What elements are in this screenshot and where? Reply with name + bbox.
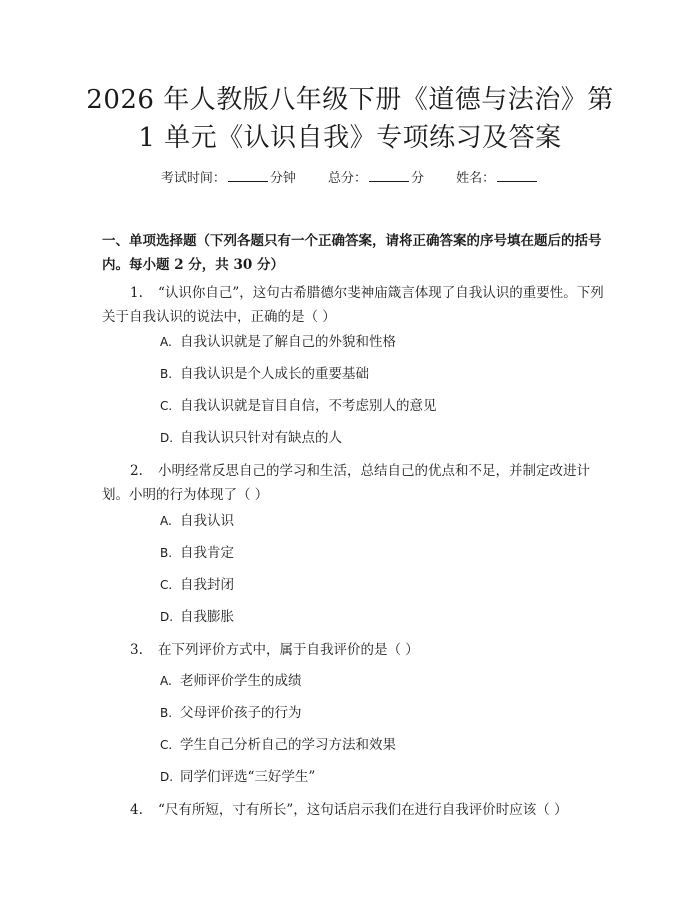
option-text: 自我肯定: [180, 545, 234, 561]
option-letter: D.: [160, 431, 174, 445]
time-field: [161, 168, 296, 189]
question-number: 2.: [130, 463, 143, 479]
q2-option-c: [160, 575, 234, 595]
question-3: [102, 638, 604, 662]
score-label: 总分：: [327, 171, 367, 186]
option-text: 学生自己分析自己的学习方法和效果: [180, 737, 396, 753]
option-letter: C.: [160, 399, 173, 413]
question-number: 4.: [130, 802, 143, 818]
question-1: [102, 281, 604, 329]
q2-option-d: [160, 607, 234, 627]
q2-option-a: [160, 511, 234, 531]
option-text: 自我膨胀: [180, 609, 234, 625]
option-letter: A.: [160, 335, 172, 349]
q3-option-a: [160, 671, 302, 691]
exam-meta: [0, 168, 700, 189]
q2-option-b: [160, 543, 234, 563]
document-title-line-1: 2026 年人教版八年级下册《道德与法治》第: [86, 85, 614, 115]
option-text: 自我封闭: [180, 577, 234, 593]
question-number: 3.: [130, 642, 143, 658]
q3-option-b: [160, 703, 302, 723]
option-text: 自我认识: [180, 513, 234, 529]
option-letter: A.: [160, 674, 172, 688]
name-label: 姓名：: [456, 171, 496, 186]
question-text: 小明经常反思自己的学习和生活，总结自己的优点和不足，并制定改进计划。小明的行为体现了（ ）: [102, 463, 590, 503]
time-label: 考试时间：: [160, 171, 226, 186]
option-text: 自我认识就是了解自己的外貌和性格: [180, 334, 396, 350]
option-text: 自我认识就是盲目自信，不考虑别人的意见: [180, 398, 437, 414]
question-text: “认识你自己”，这句古希腊德尔斐神庙箴言体现了自我认识的重要性。下列关于自我认识的说法中，正确的是（ ）: [102, 285, 604, 325]
question-4: [102, 798, 604, 822]
q1-option-a: [160, 332, 396, 352]
time-unit: 分钟: [269, 171, 296, 186]
score-unit: 分: [411, 171, 425, 186]
option-text: 父母评价孩子的行为: [180, 705, 302, 721]
option-letter: B.: [160, 546, 173, 560]
document-title-line-2: 1 单元《认识自我》专项练习及答案: [138, 123, 562, 153]
q3-option-c: [160, 735, 396, 755]
option-text: 同学们评选“三好学生”: [180, 769, 316, 785]
option-letter: B.: [160, 367, 173, 381]
option-text: 自我认识只针对有缺点的人: [180, 430, 342, 446]
time-blank: [228, 168, 268, 182]
question-number: 1.: [130, 285, 143, 301]
option-text: 老师评价学生的成绩: [180, 673, 302, 689]
option-letter: C.: [160, 578, 173, 592]
question-text: 在下列评价方式中，属于自我评价的是（ ）: [158, 642, 419, 658]
question-2: [102, 459, 604, 507]
section-heading: 一、单项选择题（下列各题只有一个正确答案，请将正确答案的序号填在题后的括号内。每小题 2 分，共 30 分）: [102, 233, 602, 273]
q1-option-c: [160, 396, 437, 416]
score-blank: [369, 168, 409, 182]
q3-option-d: [160, 767, 315, 787]
name-blank: [497, 168, 537, 182]
score-field: [328, 168, 424, 189]
option-letter: D.: [160, 610, 174, 624]
option-letter: B.: [160, 706, 173, 720]
q1-option-b: [160, 364, 369, 384]
option-letter: A.: [160, 514, 172, 528]
name-field: [456, 168, 539, 189]
question-text: “尺有所短，寸有所长”，这句话启示我们在进行自我评价时应该（ ）: [158, 802, 568, 818]
option-text: 自我认识是个人成长的重要基础: [180, 366, 369, 382]
q1-option-d: [160, 428, 342, 448]
option-letter: C.: [160, 738, 173, 752]
option-letter: D.: [160, 770, 174, 784]
